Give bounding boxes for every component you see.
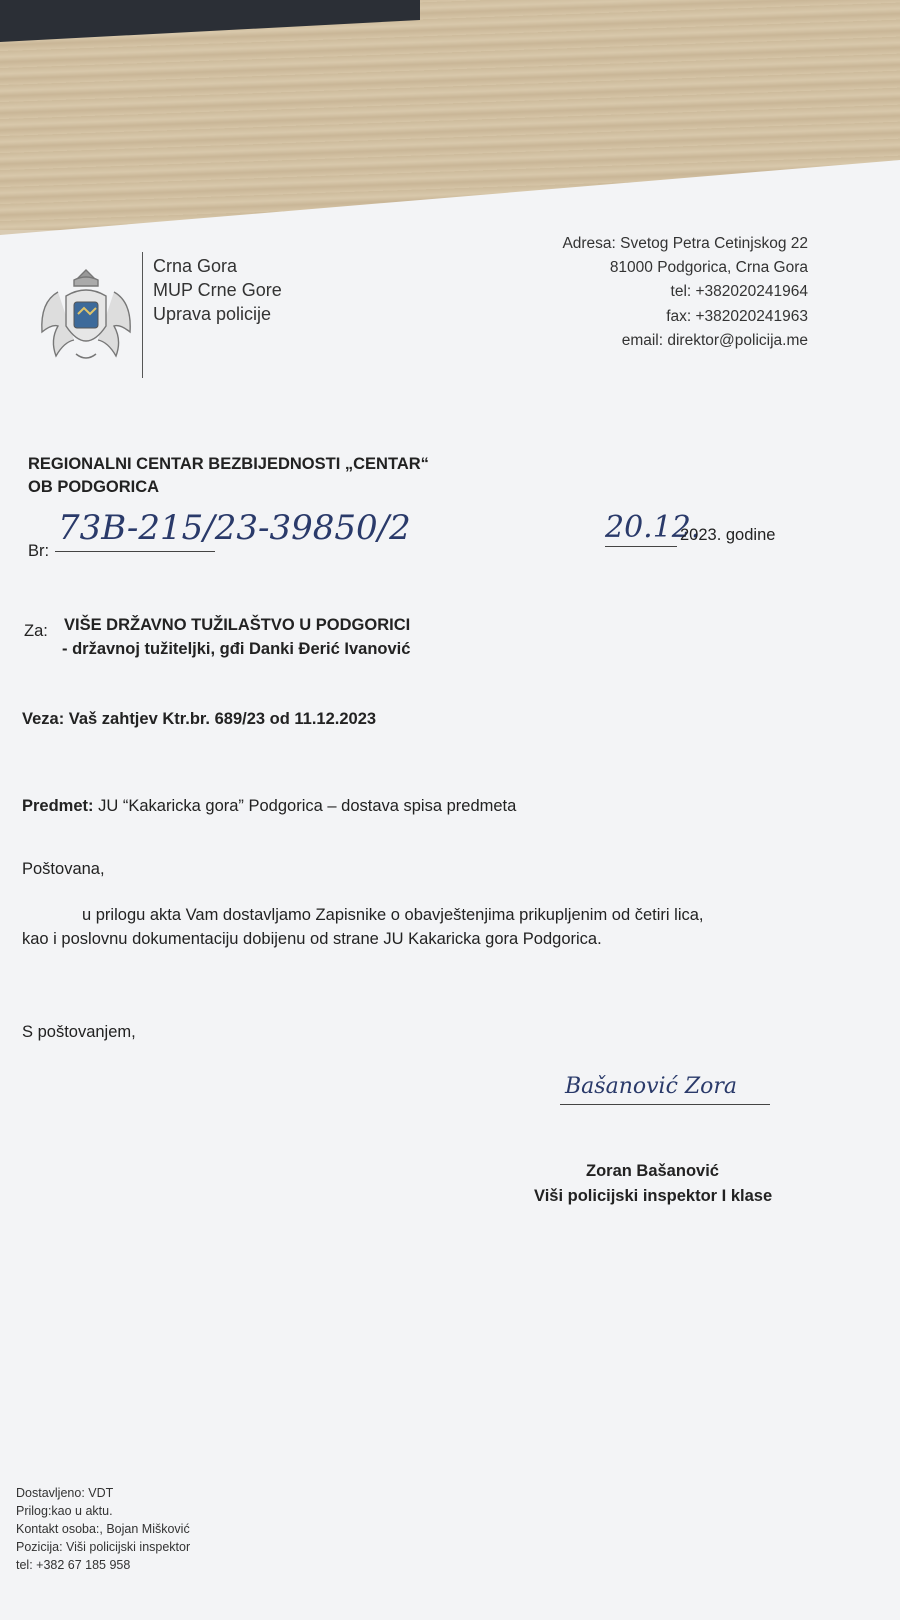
- date-handwritten: 20.12.: [605, 510, 701, 545]
- reference-underline: [55, 551, 215, 552]
- header-divider: [142, 252, 143, 378]
- br-label: Br:: [28, 542, 50, 560]
- signatory-name: Zoran Bašanović: [586, 1162, 719, 1180]
- salutation: Poštovana,: [22, 860, 105, 878]
- closing: S poštovanjem,: [22, 1023, 136, 1041]
- address-line-5: email: direktor@policija.me: [621, 332, 808, 349]
- address-line-3: tel: +382020241964: [670, 283, 808, 300]
- address-line-1: Adresa: Svetog Petra Cetinjskog 22: [562, 235, 808, 252]
- footer-line-1: Dostavljeno: VDT: [16, 1486, 114, 1500]
- org-line-1: Crna Gora: [153, 256, 238, 276]
- org-line-2: MUP Crne Gore: [153, 280, 282, 300]
- recipient-line-2: - državnoj tužiteljki, gđi Danki Đerić Ivanović: [62, 640, 411, 658]
- predmet-line: [22, 797, 516, 816]
- predmet-text: JU “Kakaricka gora” Podgorica – dostava spisa predmeta: [93, 797, 517, 815]
- body-line-1: u prilogu akta Vam dostavljamo Zapisnike o obavještenjima prikupljenim od četiri lica,: [82, 906, 704, 924]
- signature-handwritten: Bašanović Zora: [565, 1074, 738, 1099]
- veza-line: Veza: Vaš zahtjev Ktr.br. 689/23 od 11.12.2023: [22, 710, 377, 728]
- address-line-4: fax: +382020241963: [666, 308, 808, 325]
- reference-number-handwritten: 73B-215/23-39850/2: [58, 508, 411, 548]
- sender-line-1: REGIONALNI CENTAR BEZBIJEDNOSTI „CENTAR“: [28, 455, 429, 473]
- footer-line-5: tel: +382 67 185 958: [16, 1558, 131, 1572]
- sender-line-2: OB PODGORICA: [28, 478, 160, 496]
- signature-line: [560, 1104, 770, 1105]
- letter-paper: [0, 160, 900, 1620]
- footer-line-3: Kontakt osoba:, Bojan Mišković: [16, 1522, 190, 1536]
- body-line-2: kao i poslovnu dokumentaciju dobijenu od strane JU Kakaricka gora Podgorica.: [22, 930, 602, 948]
- org-line-3: Uprava policije: [153, 304, 272, 324]
- montenegro-coat-of-arms-icon: [36, 262, 136, 372]
- date-underline: [605, 546, 677, 547]
- signatory-title: Viši policijski inspektor I klase: [534, 1187, 773, 1205]
- date-suffix: 2023. godine: [680, 526, 776, 544]
- recipient-label: Za:: [24, 622, 48, 640]
- address-line-2: 81000 Podgorica, Crna Gora: [609, 259, 808, 276]
- predmet-label: Predmet:: [22, 797, 94, 815]
- recipient-line-1: VIŠE DRŽAVNO TUŽILAŠTVO U PODGORICI: [64, 616, 411, 634]
- footer-line-4: Pozicija: Viši policijski inspektor: [16, 1540, 191, 1554]
- footer-line-2: Prilog:kao u aktu.: [16, 1504, 113, 1518]
